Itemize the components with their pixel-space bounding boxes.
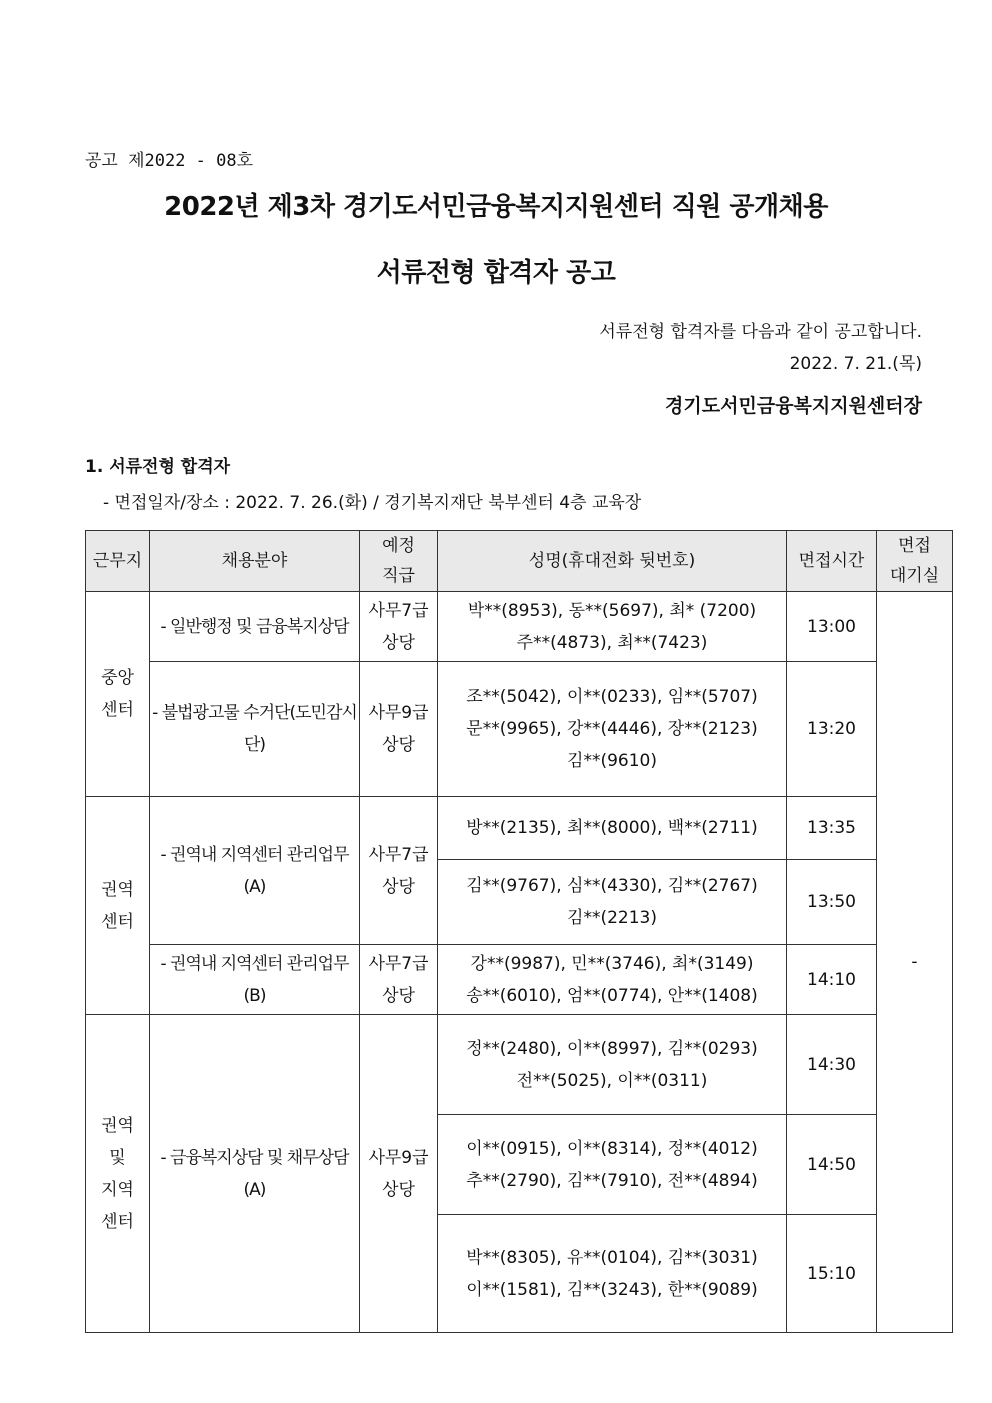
notice-number: 공고 제2022 - 08호 (85, 151, 254, 171)
grade-line: 사무7급 (368, 953, 429, 974)
grade-line: 사무9급 (368, 1147, 429, 1168)
time-cell: 13:20 (787, 662, 877, 797)
names-cell (438, 860, 787, 945)
names-cell (438, 1115, 787, 1215)
location-line: 센터 (101, 911, 134, 932)
names-line: 박**(8305), 유**(0104), 김**(3031) (466, 1247, 758, 1268)
location-cell (86, 1015, 150, 1333)
intro-text: 서류전형 합격자를 다음과 같이 공고합니다. (599, 322, 922, 342)
time-cell: 14:30 (787, 1015, 877, 1115)
names-cell (438, 662, 787, 797)
time-cell: 13:35 (787, 797, 877, 860)
interview-info: - 면접일자/장소 : 2022. 7. 26.(화) / 경기복지재단 북부센터 4층 교육장 (103, 493, 642, 513)
grade-cell (360, 797, 438, 945)
grade-cell (360, 945, 438, 1015)
grade-line: 상당 (382, 876, 415, 897)
table-row (86, 1015, 953, 1115)
header-grade-line2: 직급 (382, 566, 415, 586)
names-line: 조**(5042), 이**(0233), 임**(5707) (466, 687, 758, 707)
table-row (86, 797, 953, 860)
grade-cell (360, 592, 438, 662)
location-line: 센터 (101, 700, 134, 720)
time-cell: 14:10 (787, 945, 877, 1015)
location-line: 및 (109, 1147, 126, 1168)
header-grade-line1: 예정 (382, 536, 415, 556)
location-line: 중앙 (101, 668, 134, 688)
header-names: 성명(휴대전화 뒷번호) (438, 531, 787, 592)
notice-date: 2022. 7. 21.(목) (789, 354, 922, 374)
location-line: 권역 (101, 879, 134, 900)
time-cell: 14:50 (787, 1115, 877, 1215)
header-row (86, 531, 953, 592)
names-cell (438, 1015, 787, 1115)
names-cell (438, 592, 787, 662)
grade-line: 사무7급 (368, 844, 429, 865)
header-waiting (877, 531, 953, 592)
names-line: 강**(9987), 민**(3746), 최*(3149) (470, 953, 754, 974)
grade-cell (360, 1015, 438, 1333)
names-line: 전**(5025), 이**(0311) (516, 1070, 708, 1091)
table-row (86, 592, 953, 662)
section-title: 1. 서류전형 합격자 (85, 457, 231, 477)
waiting-room-cell: - (877, 592, 953, 1333)
location-line: 권역 (101, 1115, 134, 1136)
grade-line: 상당 (382, 632, 415, 653)
header-grade (360, 531, 438, 592)
time-cell: 13:50 (787, 860, 877, 945)
grade-line: 사무7급 (368, 600, 429, 621)
names-cell (438, 945, 787, 1015)
names-line: 방**(2135), 최**(8000), 백**(2711) (466, 818, 758, 838)
table-row (86, 662, 953, 797)
names-line: 추**(2790), 김**(7910), 전**(4894) (466, 1170, 758, 1191)
header-location: 근무지 (86, 531, 150, 592)
grade-cell (360, 662, 438, 797)
field-cell: - 권역내 지역센터 관리업무(A) (150, 797, 360, 945)
header-waiting-line1: 면접 (898, 536, 931, 556)
names-cell (438, 1215, 787, 1333)
field-cell: - 금융복지상담 및 채무상담(A) (150, 1015, 360, 1333)
applicants-table (85, 530, 953, 1333)
location-line: 지역 (101, 1179, 134, 1200)
table-row (86, 945, 953, 1015)
time-cell: 15:10 (787, 1215, 877, 1333)
names-line: 문**(9965), 강**(4446), 장**(2123) (466, 719, 758, 739)
location-line: 센터 (101, 1211, 134, 1232)
names-line: 김**(9610) (567, 751, 657, 771)
names-line: 박**(8953), 동**(5697), 최* (7200) (467, 600, 757, 621)
field-cell: - 불법광고물 수거단(도민감시단) (150, 662, 360, 797)
header-field: 채용분야 (150, 531, 360, 592)
location-cell (86, 592, 150, 797)
names-line: 이**(0915), 이**(8314), 정**(4012) (466, 1138, 758, 1159)
signer: 경기도서민금융복지지원센터장 (665, 395, 922, 417)
grade-line: 상당 (382, 735, 415, 755)
field-cell: - 권역내 지역센터 관리업무(B) (150, 945, 360, 1015)
page-title: 2022년 제3차 경기도서민금융복지지원센터 직원 공개채용 (164, 192, 828, 222)
names-cell (438, 797, 787, 860)
names-line: 정**(2480), 이**(8997), 김**(0293) (466, 1038, 758, 1059)
header-time: 면접시간 (787, 531, 877, 592)
page-subtitle: 서류전형 합격자 공고 (376, 258, 616, 288)
location-cell (86, 797, 150, 1015)
field-cell: - 일반행정 및 금융복지상담 (150, 592, 360, 662)
grade-line: 사무9급 (368, 703, 429, 723)
grade-line: 상당 (382, 985, 415, 1006)
names-line: 주**(4873), 최**(7423) (516, 632, 708, 653)
header-waiting-line2: 대기실 (889, 566, 940, 586)
names-line: 김**(9767), 심**(4330), 김**(2767) (466, 876, 758, 896)
names-line: 김**(2213) (567, 908, 657, 928)
names-line: 이**(1581), 김**(3243), 한**(9089) (466, 1279, 758, 1300)
grade-line: 상당 (382, 1179, 415, 1200)
names-line: 송**(6010), 엄**(0774), 안**(1408) (466, 985, 758, 1006)
time-cell: 13:00 (787, 592, 877, 662)
